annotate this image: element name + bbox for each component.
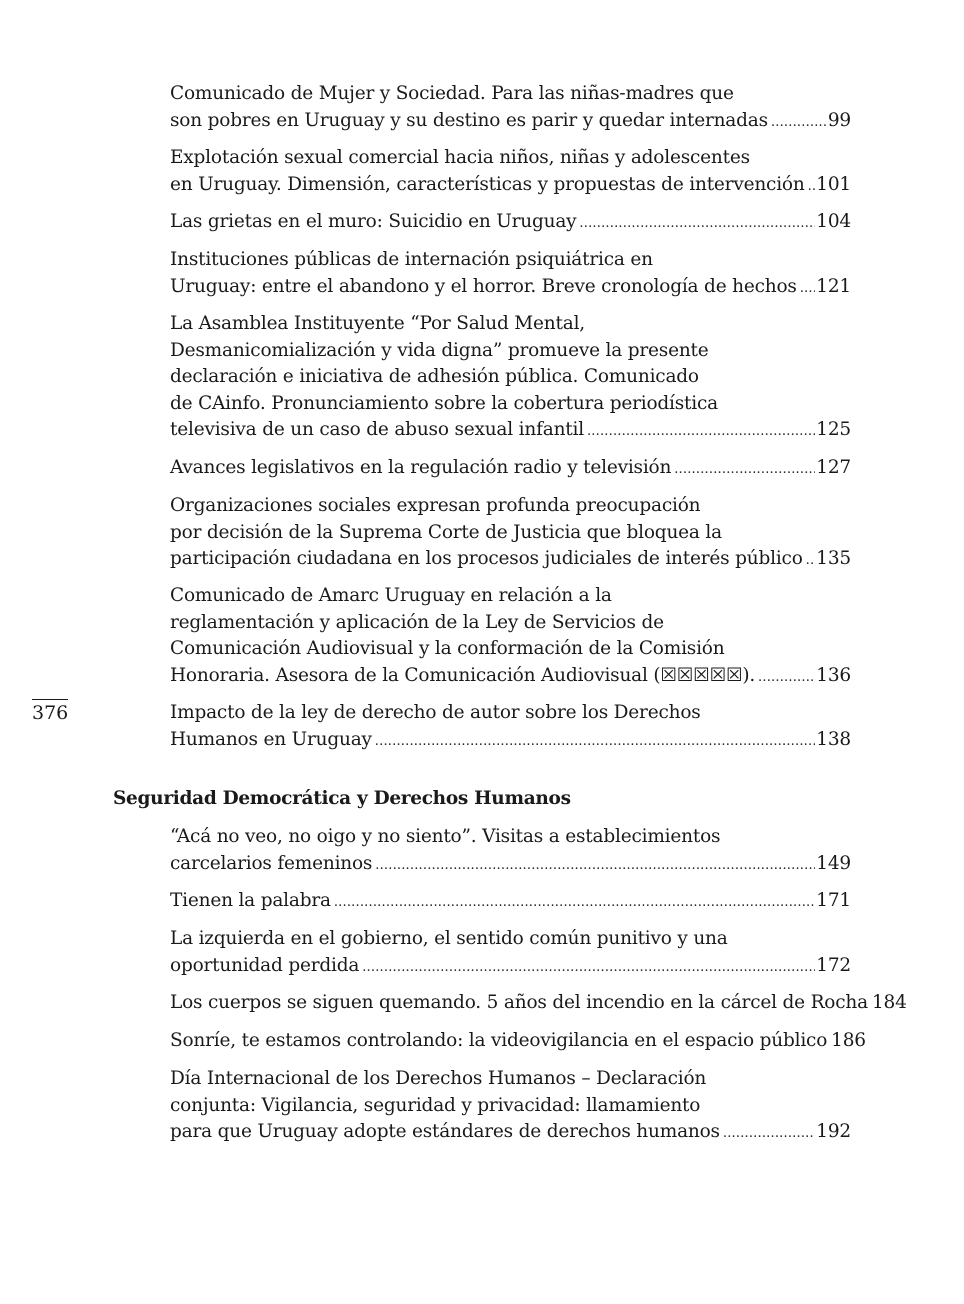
- toc-page-number: 121: [816, 275, 851, 297]
- dot-leader: [723, 1121, 815, 1148]
- toc-entry-title-line: de CAinfo. Pronunciamiento sobre la cobertura periodística: [170, 392, 718, 414]
- toc-entry: [170, 455, 851, 484]
- section-heading: Seguridad Democrática y Derechos Humanos: [113, 788, 571, 809]
- toc-entry-last-line: [170, 1119, 851, 1148]
- toc-entry-title-line: participación ciudadana en los procesos judiciales de interés público: [170, 548, 803, 569]
- dot-leader: [771, 110, 827, 137]
- toc-entry-title-line: televisiva de un caso de abuso sexual infantil: [170, 419, 584, 440]
- toc-entry-last-line: [170, 953, 851, 982]
- toc-entry-title-line: Avances legislativos en la regulación radio y televisión: [170, 457, 672, 478]
- toc-entry-last-line: [170, 108, 851, 137]
- toc-entry-title-line: Impacto de la ley de derecho de autor sobre los Derechos: [170, 702, 701, 723]
- toc-entry-title-line: Tienen la palabra: [170, 890, 331, 911]
- toc-entry-title-line: en Uruguay. Dimensión, características y propuestas de intervención: [170, 173, 805, 195]
- toc-entry-last-line: [170, 172, 851, 201]
- toc-entry-title-line: Los cuerpos se siguen quemando. 5 años del incendio en la cárcel de Rocha: [170, 992, 868, 1013]
- dot-leader: [800, 276, 816, 303]
- toc-page-number: 127: [816, 457, 851, 478]
- toc-page-number: 135: [816, 548, 851, 569]
- toc-entry-last-line: [170, 727, 851, 756]
- toc-entry-title-line: “Acá no veo, no oigo y no siento”. Visitas a establecimientos: [170, 826, 721, 847]
- toc-entry-title-line: Comunicación Audiovisual y la conformación de la Comisión: [170, 638, 725, 659]
- toc-entry-last-line: [170, 417, 851, 446]
- toc-entry-last-line: [170, 888, 851, 917]
- toc-entry-last-line: [170, 663, 851, 692]
- toc-page-number: 186: [831, 1030, 866, 1051]
- toc-entry-title-line: La izquierda en el gobierno, el sentido común punitivo y una: [170, 928, 728, 949]
- toc-entry: [170, 209, 851, 238]
- toc-entry-title-line: Honoraria. Asesora de la Comunicación Audiovisual (☒☒☒☒☒).: [170, 664, 756, 686]
- dot-leader: [375, 729, 816, 756]
- toc-entry: [170, 145, 851, 200]
- toc-entry-title-line: Comunicado de Mujer y Sociedad. Para las niñas-madres que: [170, 83, 734, 104]
- toc-entry: [170, 990, 907, 1019]
- toc-entry: [170, 700, 851, 755]
- toc-page-number: 125: [816, 419, 851, 440]
- toc-entry: [170, 583, 851, 691]
- toc-entry-title-line: Día Internacional de los Derechos Humanos – Declaración: [170, 1068, 707, 1089]
- toc-page-number: 101: [816, 173, 851, 195]
- dot-leader: [579, 211, 815, 238]
- toc-entry-title-line: Sonríe, te estamos controlando: la videovigilancia en el espacio público: [170, 1030, 828, 1051]
- toc-entry: [170, 824, 851, 879]
- page-number: 376: [32, 699, 68, 725]
- toc-page-number: 138: [816, 728, 851, 750]
- toc-entry-title-line: Las grietas en el muro: Suicidio en Uruguay: [170, 211, 577, 232]
- toc-entry-title-line: Explotación sexual comercial hacia niños, niñas y adolescentes: [170, 147, 750, 168]
- toc-entry-last-line: [170, 1028, 866, 1057]
- toc-entry: [170, 1028, 866, 1057]
- toc-entry-last-line: [170, 209, 851, 238]
- toc-entry-last-line: [170, 455, 851, 484]
- toc-entry: [170, 1066, 851, 1148]
- dot-leader: [758, 665, 815, 692]
- toc-entry-title-line: son pobres en Uruguay y su destino es parir y quedar internadas: [170, 109, 768, 131]
- toc-entry-title-line: reglamentación y aplicación de la Ley de Servicios de: [170, 611, 664, 633]
- dot-leader: [362, 955, 815, 982]
- toc-entry-last-line: [170, 546, 851, 575]
- toc-entry-title-line: Instituciones públicas de internación psiquiátrica en: [170, 249, 653, 270]
- toc-entry-title-line: carcelarios femeninos: [170, 852, 373, 874]
- dot-leader: [808, 174, 816, 201]
- toc-entry: [170, 926, 851, 981]
- toc-entry-title-line: conjunta: Vigilancia, seguridad y privacidad: llamamiento: [170, 1094, 701, 1116]
- dot-leader: [587, 419, 815, 446]
- toc-entry: [170, 888, 851, 917]
- toc-entry-title-line: por decisión de la Suprema Corte de Justicia que bloquea la: [170, 521, 722, 543]
- toc-entry-last-line: [170, 274, 851, 303]
- toc-entry-last-line: [170, 990, 907, 1019]
- toc-page-number: 104: [816, 211, 851, 232]
- toc-page-number: 172: [816, 954, 851, 976]
- toc-page-number: 149: [816, 852, 851, 874]
- toc-page-number: 136: [816, 664, 851, 686]
- toc-entry: [170, 81, 851, 136]
- toc-entry-title-line: Comunicado de Amarc Uruguay en relación a la: [170, 585, 612, 606]
- toc-page-number: 99: [827, 109, 851, 131]
- toc-entry-title-line: La Asamblea Instituyente “Por Salud Mental,: [170, 313, 585, 334]
- toc-entry-title-line: oportunidad perdida: [170, 954, 360, 976]
- toc-entry-title-line: Uruguay: entre el abandono y el horror. Breve cronología de hechos: [170, 275, 797, 297]
- toc-entry-title-line: Humanos en Uruguay: [170, 728, 372, 750]
- toc-page-number: 171: [816, 890, 851, 911]
- dot-leader: [375, 853, 815, 880]
- toc-entry: [170, 311, 851, 446]
- toc-page-number: 192: [816, 1121, 851, 1142]
- toc-entry-title-line: declaración e iniciativa de adhesión pública. Comunicado: [170, 366, 699, 387]
- dot-leader: [806, 548, 816, 575]
- toc-page-number: 184: [871, 992, 907, 1013]
- toc-entry-title-line: Organizaciones sociales expresan profunda preocupación: [170, 495, 701, 516]
- toc-entry-title-line: Desmanicomialización y vida digna” promueve la presente: [170, 339, 709, 361]
- toc-entry: [170, 247, 851, 302]
- toc-entry-last-line: [170, 851, 851, 880]
- dot-leader: [674, 457, 815, 484]
- toc-entry: [170, 493, 851, 575]
- toc-entry-title-line: para que Uruguay adopte estándares de derechos humanos: [170, 1121, 720, 1142]
- dot-leader: [334, 890, 815, 917]
